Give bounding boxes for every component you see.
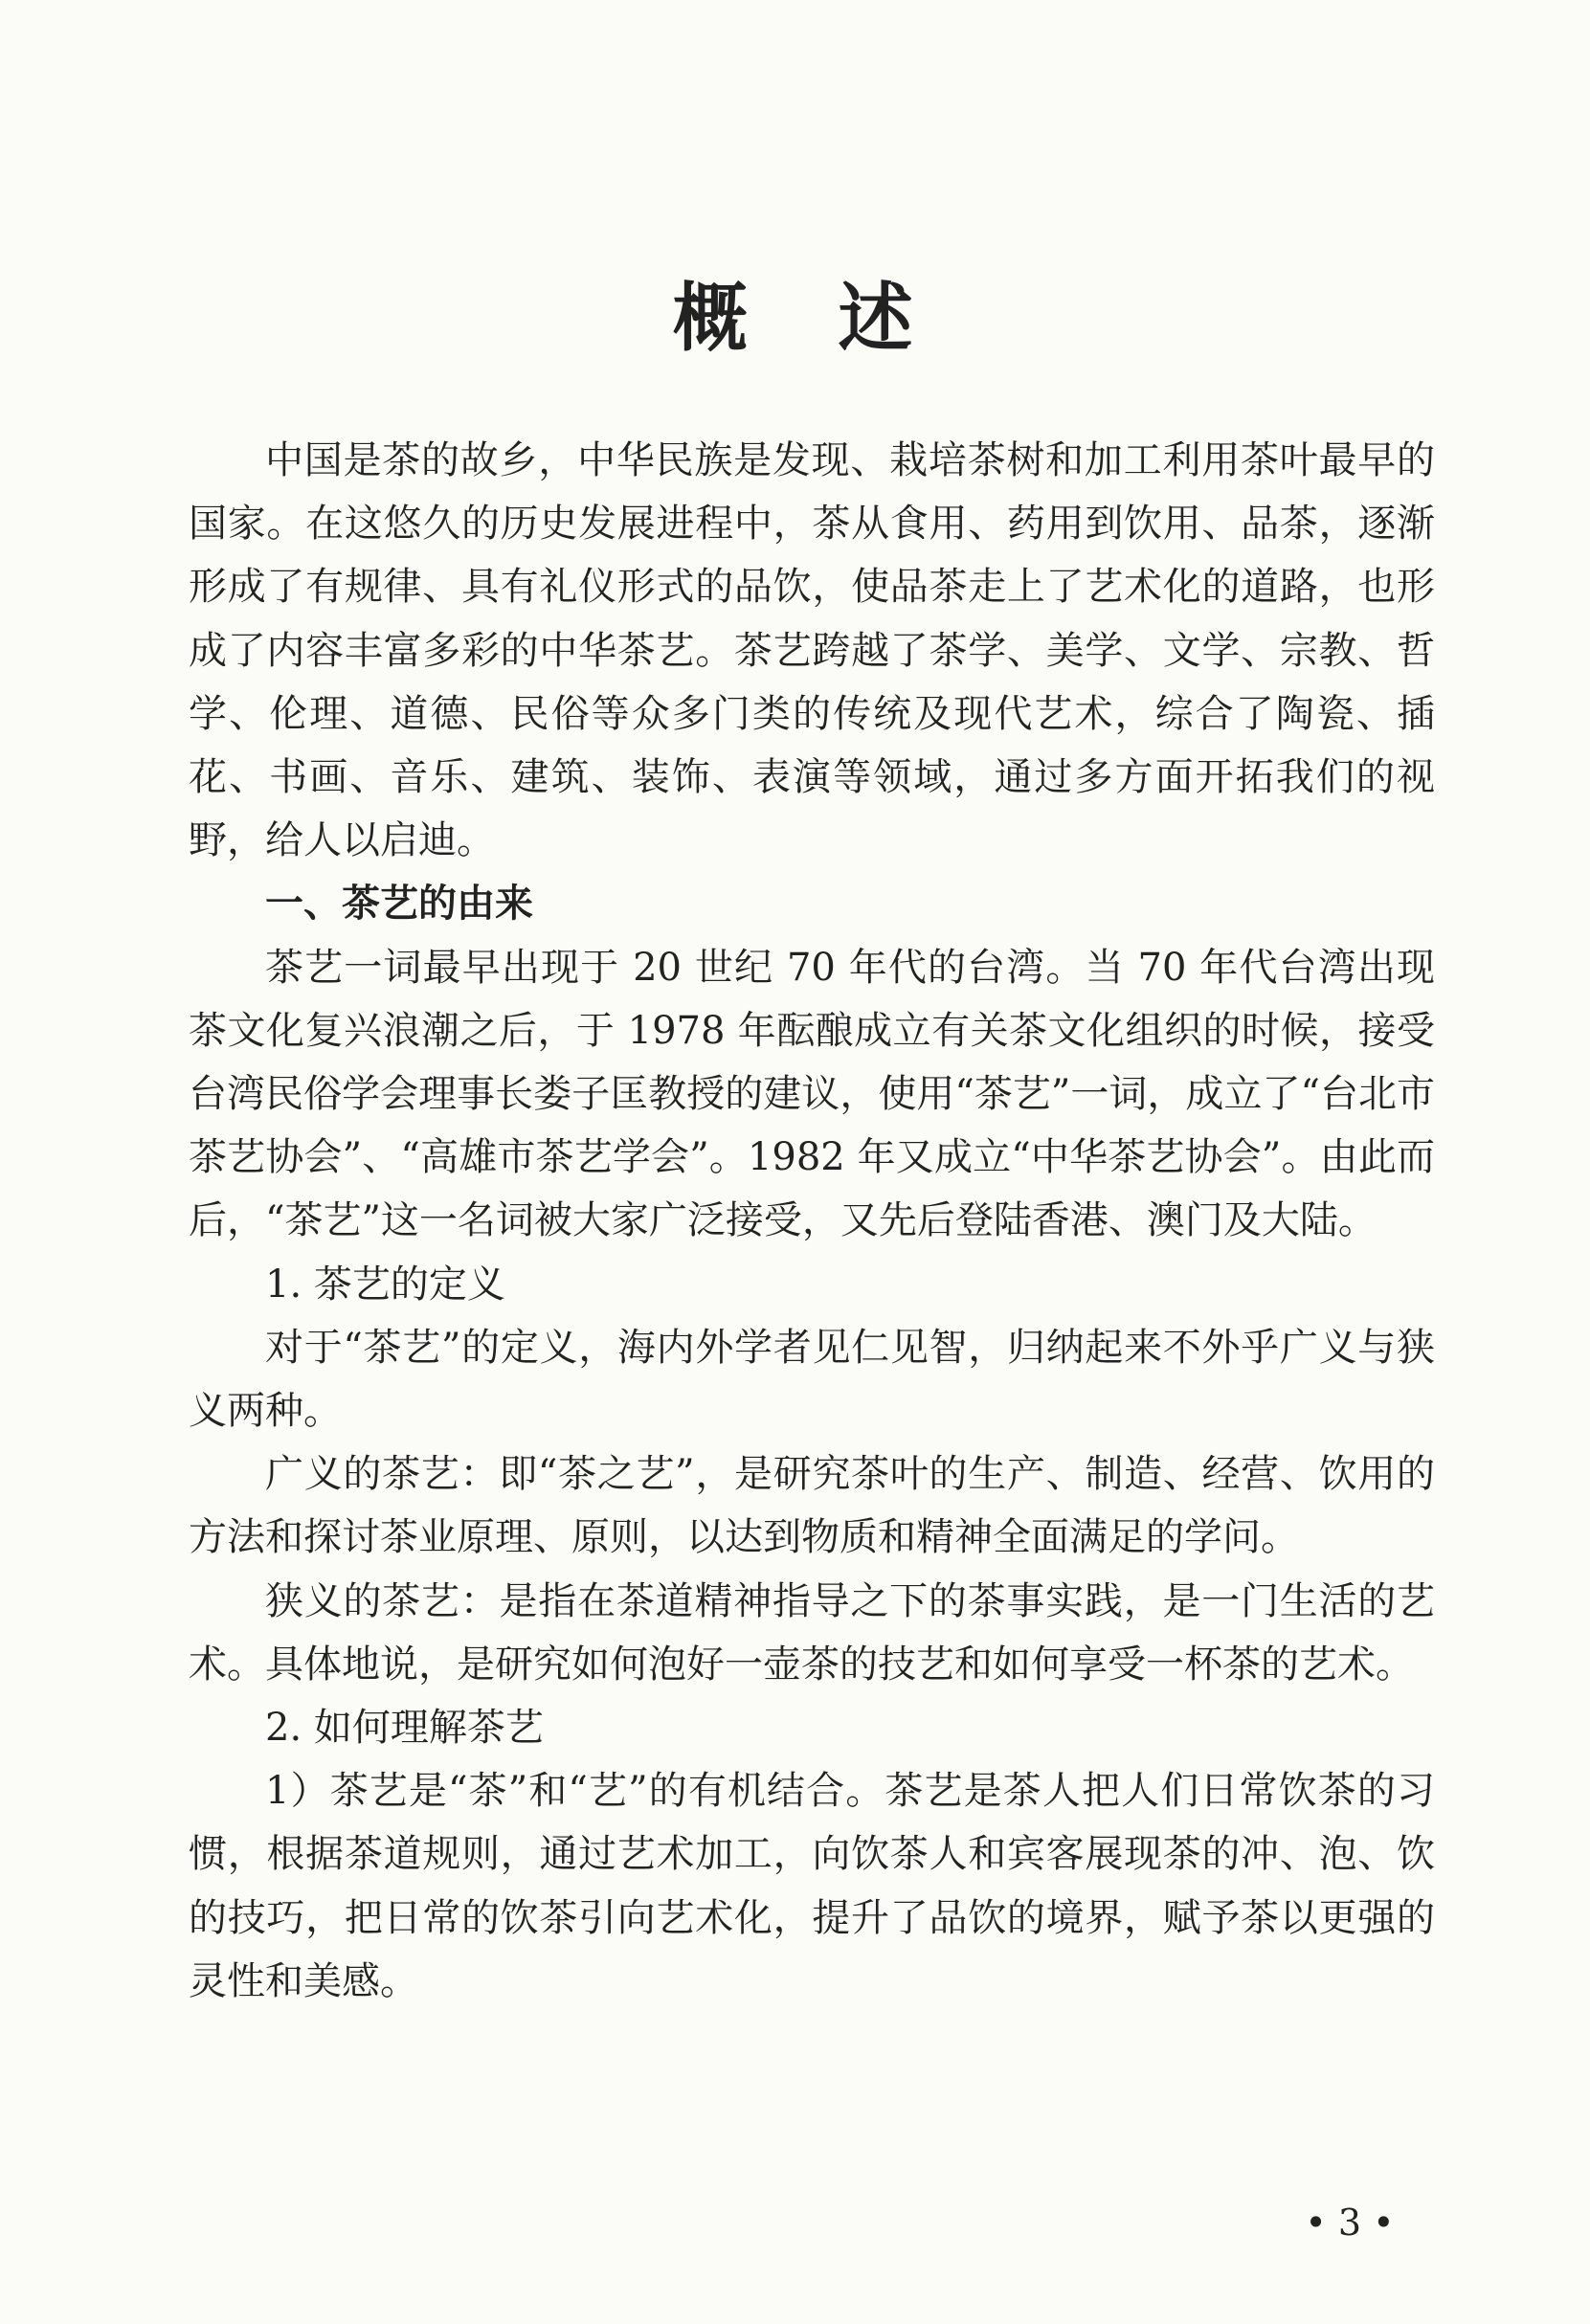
subheading-understanding: 2. 如何理解茶艺 bbox=[265, 1706, 544, 1751]
narrow-definition-paragraph: 狭义的茶艺：是指在茶道精神指导之下的茶事实践，是一门生活的艺术。具体地说，是研究如何泡好一壶茶的技艺和如何享受一杯茶的艺术。 bbox=[189, 1578, 1435, 1687]
section-heading-origin: 一、茶艺的由来 bbox=[265, 881, 533, 927]
definition-paragraph: 对于“茶艺”的定义，海内外学者见仁见智，归纳起来不外乎广义与狭义两种。 bbox=[189, 1325, 1435, 1434]
understanding-paragraph-1: 1）茶艺是“茶”和“艺”的有机结合。茶艺是茶人把人们日常饮茶的习惯，根据茶道规则，通过艺术加工，向饮茶人和宾客展现茶的冲、泡、饮的技巧，把日常的饮茶引向艺术化，提升了品饮的境界，赋予茶以更强的灵性和美感。 bbox=[189, 1769, 1435, 2003]
page-title bbox=[0, 258, 1590, 366]
broad-definition-paragraph: 广义的茶艺：即“茶之艺”，是研究茶叶的生产、制造、经营、饮用的方法和探讨茶业原理、原则，以达到物质和精神全面满足的学问。 bbox=[189, 1452, 1435, 1560]
intro-paragraph: 中国是茶的故乡，中华民族是发现、栽培茶树和加工利用茶叶最早的国家。在这悠久的历史发展进程中，茶从食用、药用到饮用、品茶，逐渐形成了有规律、具有礼仪形式的品饮，使品茶走上了艺术化的道路，也形成了内容丰富多彩的中华茶艺。茶艺跨越了茶学、美学、文学、宗教、哲学、伦理、道德、民俗等众多门类的传统及现代艺术，综合了陶瓷、插花、书画、音乐、建筑、装饰、表演等领域，通过多方面开拓我们的视野，给人以启迪。 bbox=[189, 438, 1435, 863]
subheading-definition: 1. 茶艺的定义 bbox=[265, 1262, 505, 1307]
body-text bbox=[189, 429, 1435, 2013]
origin-paragraph: 茶艺一词最早出现于 20 世纪 70 年代的台湾。当 70 年代台湾出现茶文化复兴浪潮之后，于 1978 年酝酿成立有关茶文化组织的时候，接受台湾民俗学会理事长娄子匡教授的建议，使用“茶艺”一词，成立了“台北市茶艺协会”、“高雄市茶艺学会”。1982 年又成立“中华茶艺协会”。由此而后，“茶艺”这一名词被大家广泛接受，又先后登陆香港、澳门及大陆。 bbox=[189, 945, 1435, 1243]
page-number: • 3 • bbox=[1305, 2201, 1395, 2244]
title-char-2: 述 bbox=[838, 275, 918, 362]
title-char-1: 概 bbox=[672, 275, 752, 362]
